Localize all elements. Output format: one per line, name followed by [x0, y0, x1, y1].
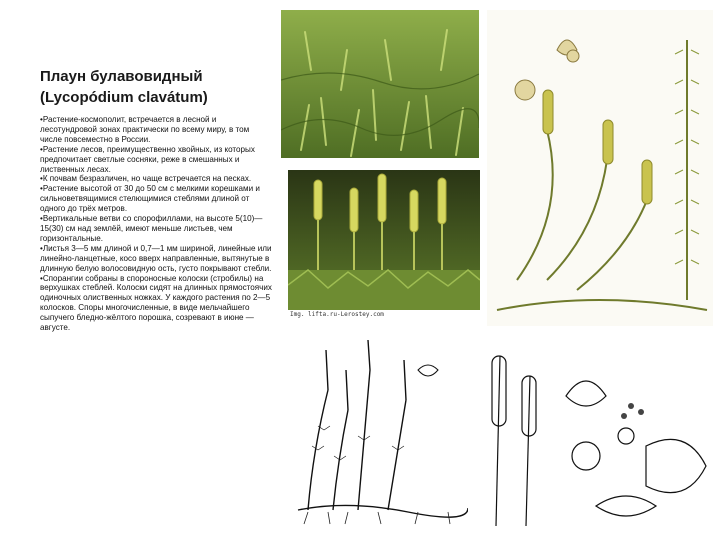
paragraph-habitat: •Растение лесов, преимущественно хвойных, из которых предпочитает светлые сосняки, реже в смешанных и лиственных лесах.: [40, 144, 255, 174]
botanical-plate-bw-details: [476, 336, 716, 534]
paragraph-height: •Растение высотой от 30 до 50 см с мелкими корешками и сильноветвящимися стелющимися стеблями длиной от одного до трёх метров.: [40, 184, 260, 214]
paragraph-soil: •К почвам безразличен, но чаще встречается на песках.: [40, 174, 252, 184]
paragraph-sporangia: •Спорангии собраны в спороносные колоски (стробилы) на верхушках стеблей. Колоски сидят на длинных прямостоячих одиночных олиственных ножках. У каждого растения по 2—5 колосков. Споры многочисленные, в виде мельчайшего сыпучего бледно-жёлтого порошка, созревают в июне — августе.: [40, 273, 272, 333]
photo-caption: Img. lifta.ru-Lerostey.com: [290, 311, 384, 318]
botanical-plate-bw-habit: [288, 330, 468, 530]
title-russian: Плаун булавовидный: [40, 68, 203, 85]
photo-strobili: [288, 170, 480, 310]
paragraph-distribution: •Растение-космополит, встречается в лесной и лесотундровой зонах практически по всему миру, в том числе повсеместно в России.: [40, 115, 250, 144]
title-latin: (Lycopódium clavátum): [40, 89, 208, 106]
description-text: [40, 115, 272, 333]
paragraph-leaves: •Листья 3—5 мм длиной и 0,7—1 мм шириной, линейные или линейно-ланцетные, косо вверх направленные, вытянутые в длинную белую волосовидную ость, густо покрывают стебли.: [40, 243, 272, 273]
botanical-plate-color: [487, 10, 713, 326]
page-title: [40, 66, 280, 108]
paragraph-branches: •Вертикальные ветви со спорофиллами, на высоте 5(10)—15(30) см над землёй, имеют меньше листьев, чем горизонтальные.: [40, 214, 263, 243]
photo-club-moss-carpet: [281, 10, 479, 158]
